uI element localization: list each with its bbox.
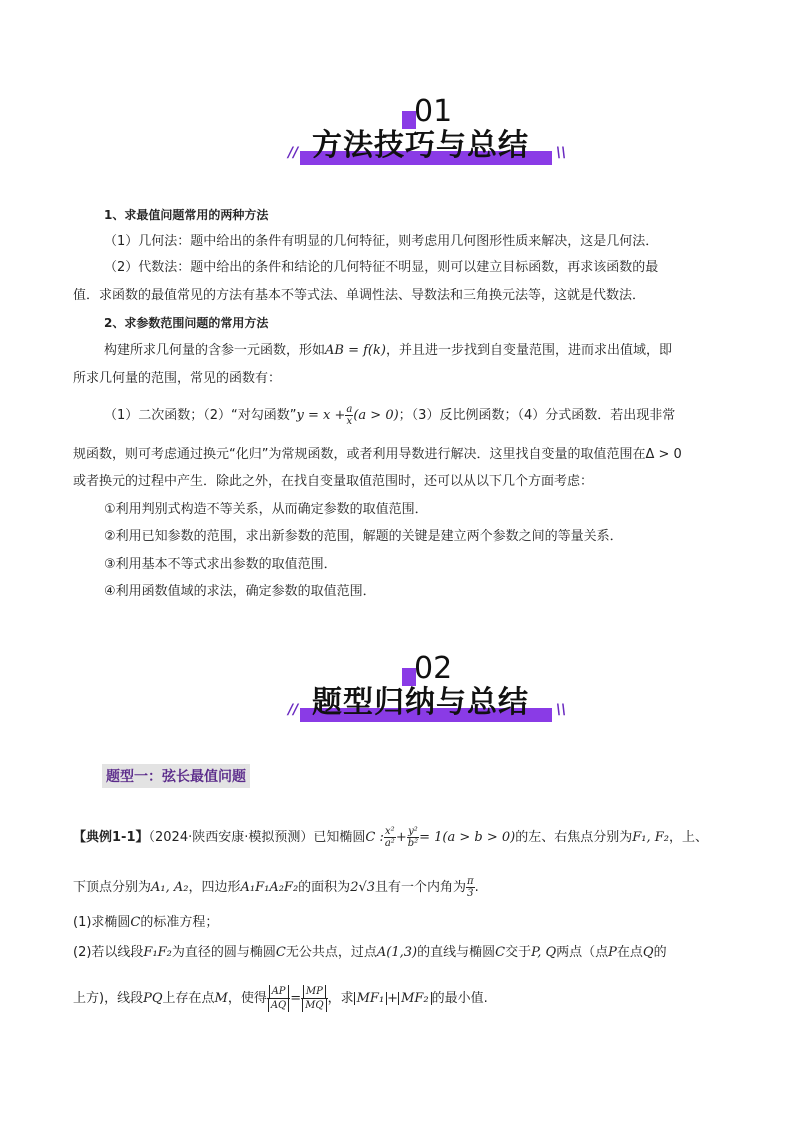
text: ，四边形 [188, 880, 241, 895]
section-number: 01 [414, 94, 453, 129]
para-3a-pre: 构建所求几何量的含参一元函数，形如 [104, 343, 326, 358]
text: ，上、 [669, 830, 709, 845]
frac-num: π [467, 876, 474, 887]
text: 的标准方程； [140, 915, 219, 930]
text: 上方)，线段 [73, 991, 144, 1006]
area-value: 2√3 [350, 880, 376, 895]
fraction-y2-b2 [407, 826, 419, 849]
fraction-ap-aq [267, 985, 290, 1012]
abs-mf1: MF₁ [354, 992, 388, 1005]
abs-mf2: MF₂ [398, 992, 432, 1005]
text: (1)求椭圆 [73, 915, 131, 930]
ellipse-label: C : [365, 830, 384, 845]
point-a: A(1,3) [376, 945, 418, 960]
ellipse-eq-tail: = 1(a > b > 0) [419, 830, 516, 845]
fraction-pi-3 [466, 876, 475, 899]
text: 在点 [616, 945, 643, 960]
fraction-x2-a2 [384, 826, 396, 849]
plus-sign: + [387, 991, 399, 1006]
plus-sign: + [395, 830, 407, 845]
abs-mp: MP [303, 985, 326, 998]
method-para-4c: 或者换元的过程中产生．除此之外，在找自变量取值范围时，还可以从以下几个方面考虑： [73, 474, 594, 489]
abs-mq: MQ [302, 999, 326, 1012]
method-para-3a [104, 342, 672, 360]
frac-den: x [346, 416, 353, 427]
frac-num: a [346, 404, 353, 415]
point-q: Q [642, 945, 654, 960]
list-item: ①利用判别式构造不等关系，从而确定参数的取值范围． [104, 502, 428, 517]
section-title: 方法技巧与总结 [312, 128, 529, 163]
frac-den: b² [407, 838, 419, 849]
equals-sign: = [290, 991, 302, 1006]
abs-aq: AQ [268, 999, 289, 1012]
text: ，求 [327, 991, 354, 1006]
var-c: C [275, 945, 286, 960]
text: 的面积为 [298, 880, 351, 895]
section-2-heading [0, 652, 794, 722]
text: 的 [653, 945, 667, 960]
method-para-3b: 所求几何量的范围，常见的函数有： [73, 371, 282, 386]
frac-num [301, 985, 327, 999]
question-2-line-2 [73, 985, 488, 1012]
text: 两点（点 [556, 945, 609, 960]
text: 无公共点，过点 [285, 945, 377, 960]
para-4a-post: ；（3）反比例函数；（4）分式函数．若出现非常 [398, 408, 676, 423]
frac-den: 3 [467, 888, 474, 899]
frac-num: y² [408, 826, 418, 837]
text: 交于 [505, 945, 532, 960]
fraction-mp-mq [301, 985, 327, 1012]
frac-den: a² [384, 838, 395, 849]
foci: F₁, F₂ [632, 830, 669, 845]
method-para-4b: 规函数，则可考虑通过换元“化归”为常规函数，或者利用导数进行解决．这里找自变量的取值范围在Δ > 0 [73, 447, 682, 462]
section-title: 题型归纳与总结 [312, 685, 529, 720]
formula-ab: AB = f(k) [325, 343, 386, 358]
example-tag: 【典例1-1】 [73, 830, 149, 845]
var-c: C [495, 945, 506, 960]
slash-right: \\ [556, 702, 567, 718]
points-pq: P, Q [531, 945, 557, 960]
formula-cond: (a > 0) [353, 408, 399, 423]
text: ，使得 [227, 991, 267, 1006]
segment-pq: PQ [143, 991, 163, 1006]
list-item: ④利用函数值域的求法，确定参数的取值范围． [104, 584, 376, 599]
slash-left: // [288, 702, 299, 718]
frac-den [301, 999, 327, 1012]
var-c: C [130, 915, 141, 930]
question-2-line-1 [73, 944, 667, 962]
text: 的左、右焦点分别为 [515, 830, 633, 845]
example-line-2 [73, 876, 479, 899]
text: 上存在点 [162, 991, 215, 1006]
vertices: A₁, A₂ [151, 880, 189, 895]
slash-right: \\ [556, 145, 567, 161]
section-number: 02 [414, 651, 453, 686]
para-3a-post: ，并且进一步找到自变量范围，进而求出值域，即 [385, 343, 672, 358]
text: 的直线与椭圆 [417, 945, 496, 960]
method-para-2a: （2）代数法：题中给出的条件和结论的几何特征不明显，则可以建立目标函数，再求该函数的最 [104, 260, 659, 275]
text: 的最小值. [431, 991, 488, 1006]
method-para-2b: 值．求函数的最值常见的方法有基本不等式法、单调性法、导数法和三角换元法等，这就是代数法． [73, 288, 646, 303]
frac-den [267, 999, 290, 1012]
point-p: P [608, 945, 617, 960]
method-heading-2: 2、求参数范围问题的常用方法 [104, 316, 269, 330]
para-4a-pre: （1）二次函数；（2）“对勾函数” [104, 408, 297, 423]
question-1 [73, 914, 218, 932]
section-1-heading [0, 95, 794, 165]
frac-num: x² [384, 826, 395, 837]
method-para-1: （1）几何法：题中给出的条件有明显的几何特征，则考虑用几何图形性质来解决，这是几何法． [104, 234, 659, 249]
formula-y: y = x + [296, 408, 346, 423]
text: 且有一个内角为 [375, 880, 467, 895]
frac-num [267, 985, 290, 999]
point-m: M [214, 991, 228, 1006]
example-source: （2024·陕西安康·模拟预测）已知椭圆 [148, 830, 366, 845]
slash-left: // [288, 145, 299, 161]
text: 为直径的圆与椭圆 [171, 945, 276, 960]
text: . [474, 880, 479, 895]
method-para-4a [104, 404, 675, 427]
abs-ap: AP [269, 985, 289, 998]
method-heading-1: 1、求最值问题常用的两种方法 [104, 208, 269, 222]
list-item: ②利用已知参数的范围，求出新参数的范围，解题的关键是建立两个参数之间的等量关系． [104, 529, 623, 544]
text: 下顶点分别为 [73, 880, 152, 895]
segment: F₁F₂ [143, 945, 172, 960]
list-item: ③利用基本不等式求出参数的取值范围． [104, 557, 337, 572]
example-line-1 [73, 826, 708, 849]
text: (2)若以线段 [73, 945, 144, 960]
problem-type-tag: 题型一：弦长最值问题 [102, 764, 250, 788]
quadrilateral: A₁F₁A₂F₂ [240, 880, 299, 895]
